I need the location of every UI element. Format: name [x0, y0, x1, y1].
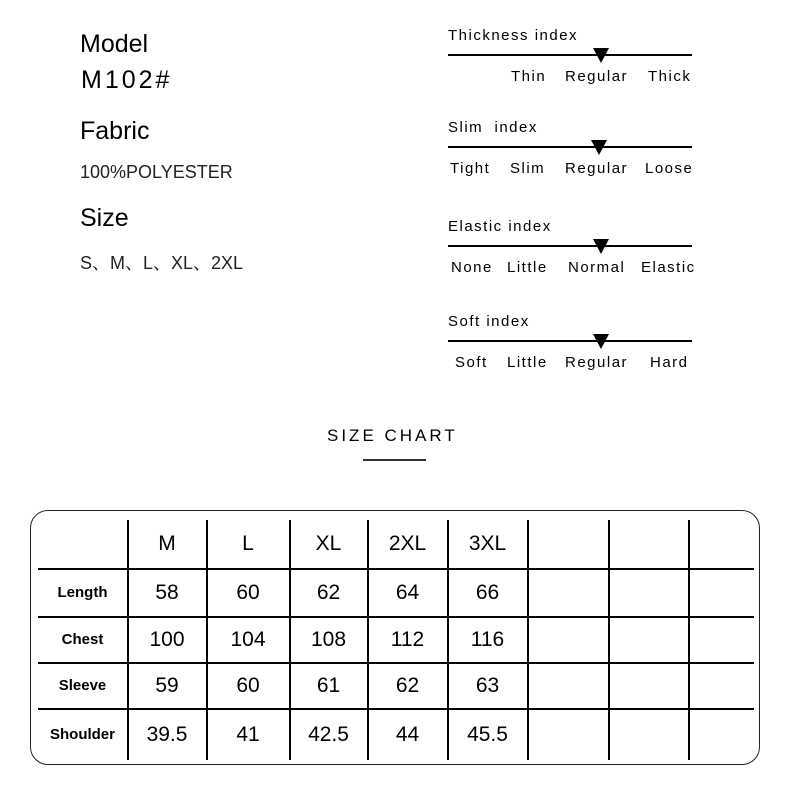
scale-option: Tight — [450, 160, 491, 177]
scale-option: Slim — [510, 160, 546, 177]
column-header: L — [242, 532, 254, 555]
scale-title: Elastic index — [448, 218, 552, 235]
scale-line — [448, 146, 692, 148]
fabric-value: 100%POLYESTER — [80, 162, 233, 182]
table-cell: 60 — [236, 580, 260, 604]
fabric-label: Fabric — [80, 117, 150, 145]
row-label: Shoulder — [49, 726, 115, 743]
size-chart-title: SIZE CHART — [327, 426, 458, 445]
scale-option: Regular — [565, 354, 629, 371]
scale-line — [448, 340, 692, 342]
table-cell: 44 — [395, 722, 420, 746]
table-cell: 59 — [155, 673, 179, 697]
row-label: Sleeve — [58, 677, 107, 694]
table-cell: 42.5 — [308, 722, 349, 746]
title-underline — [363, 459, 426, 461]
table-cell: 62 — [395, 673, 420, 697]
table-cell: 58 — [155, 580, 179, 604]
table-cell: 108 — [310, 627, 347, 651]
table-cell: 112 — [390, 627, 425, 651]
grid-line — [688, 520, 690, 760]
grid-line — [608, 520, 610, 760]
table-cell: 41 — [236, 722, 260, 746]
table-cell: 62 — [316, 580, 341, 604]
scale-title: Thickness index — [448, 27, 579, 44]
scale-line — [448, 54, 692, 56]
model-value: M102# — [81, 66, 173, 94]
column-header: XL — [315, 532, 342, 555]
scale-option: Soft — [455, 354, 488, 371]
grid-line — [527, 520, 529, 760]
table-cell: 45.5 — [467, 722, 508, 746]
size-label: Size — [80, 204, 129, 232]
table-cell: 64 — [395, 580, 420, 604]
table-cell: 63 — [475, 673, 500, 697]
column-header: M — [158, 532, 176, 555]
table-cell: 39.5 — [146, 722, 188, 746]
scale-option: Hard — [650, 354, 689, 371]
scale-line — [448, 245, 692, 247]
scale-option: Elastic — [641, 259, 696, 276]
scale-title: Slim index — [448, 119, 538, 136]
table-cell: 116 — [470, 627, 505, 651]
table-cell: 104 — [230, 627, 266, 651]
scale-option: Thin — [511, 68, 547, 85]
selected-marker-icon — [593, 239, 609, 254]
scale-option: Regular — [565, 160, 629, 177]
scale-option: None — [451, 259, 493, 276]
scale-title: Soft index — [448, 313, 530, 330]
model-label: Model — [80, 30, 149, 58]
scale-option: Thick — [648, 68, 692, 85]
table-cell: 60 — [236, 673, 260, 697]
scale-option: Regular — [565, 68, 629, 85]
selected-marker-icon — [593, 334, 609, 349]
table-cell: 66 — [475, 580, 500, 604]
selected-marker-icon — [593, 48, 609, 63]
column-header: 3XL — [468, 532, 507, 555]
scale-option: Loose — [645, 160, 694, 177]
table-cell: 61 — [316, 673, 341, 697]
row-label: Length — [57, 584, 108, 601]
row-label: Chest — [61, 631, 104, 648]
selected-marker-icon — [591, 140, 607, 155]
scale-option: Normal — [568, 259, 626, 276]
column-header: 2XL — [388, 532, 427, 555]
table-cell: 100 — [149, 627, 185, 651]
size-value: S、M、L、XL、2XL — [80, 253, 244, 273]
scale-option: Little — [507, 354, 548, 371]
scale-option: Little — [507, 259, 548, 276]
